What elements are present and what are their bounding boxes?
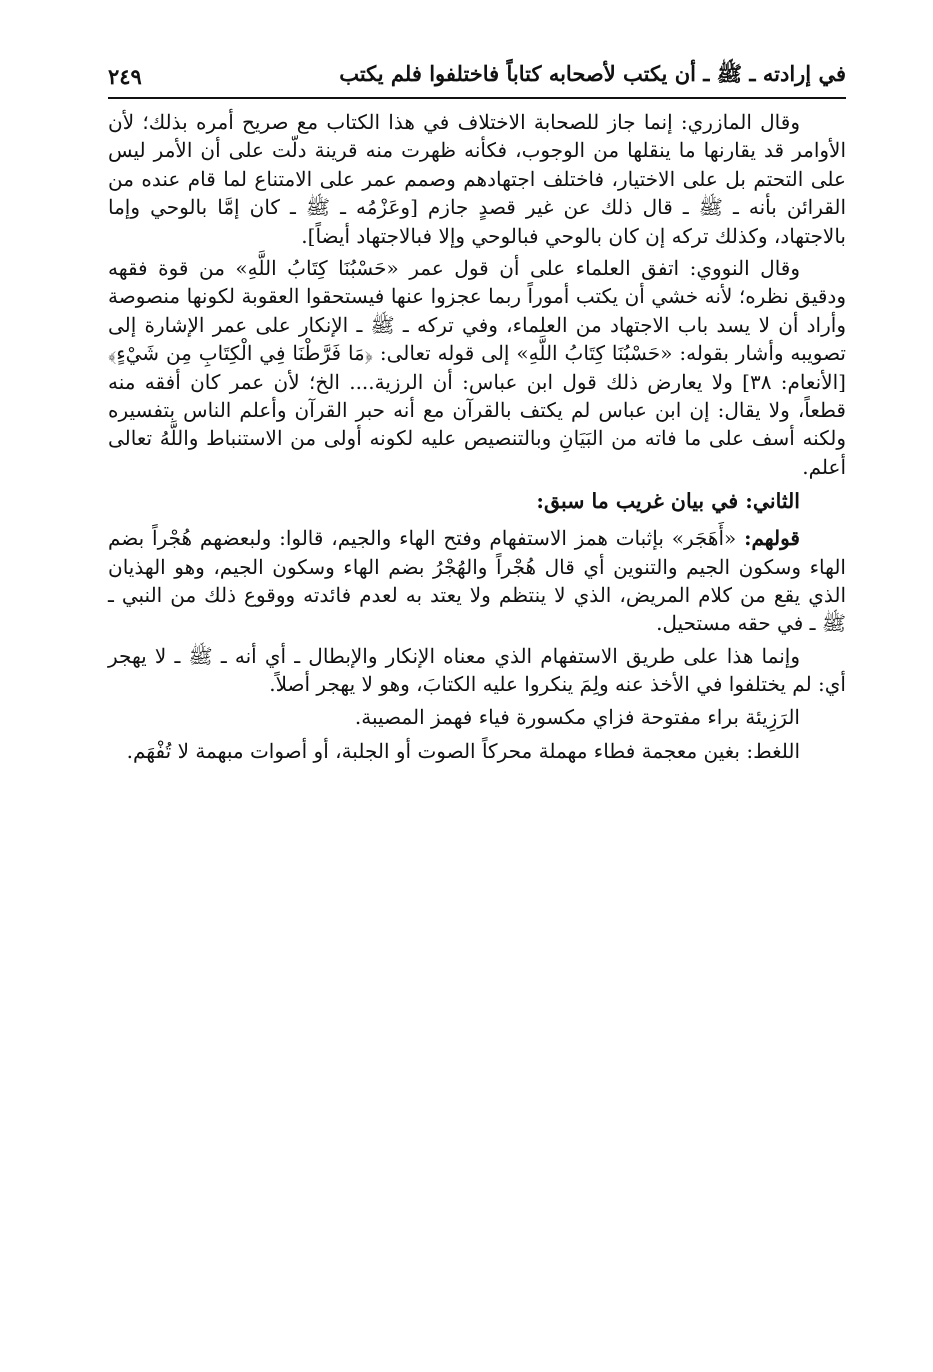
paragraph-nawawi: وقال النووي: اتفق العلماء على أن قول عمر «حَسْبُنَا كِتَابُ اللَّهِ» من قوة فقهه ودقيق نظره؛ لأنه خشي أن يكتب أموراً ربما عجزوا عنها فيستحقوا العقوبة لكونها منصوصة وأراد أن لا يسد باب الاجتهاد من العلماء، وفي تركه ـ ﷺ ـ الإنكار على عمر الإشارة إلى تصويبه وأشار بقوله: «حَسْبُنَا كِتَابُ اللَّهِ» إلى قوله تعالى: ﴿مَا فَرَّطْنَا فِي الْكِتَابِ مِن شَيْءٍ﴾ [الأنعام: ٣٨] ولا يعارض ذلك قول ابن عباس: أن الرزية.... الخ؛ لأن عمر كان أفقه منه قطعاً، ولا يقال: إن ابن عباس لم يكتف بالقرآن مع أنه حبر القرآن وأعلم الناس بتفسيره ولكنه أسف على ما فاته من البَيَانِ وبالتنصيص عليه لكونه أولى من الاستنباط واللَّهُ تعالى أعلم. bbox=[108, 255, 846, 479]
running-header bbox=[108, 56, 846, 96]
paragraph-istifham: وإنما هذا على طريق الاستفهام الذي معناه الإنكار والإبطال ـ أي أنه ـ ﷺ ـ لا يهجر أي: لم يختلفوا في الأخذ عنه ولِمَ ينكروا عليه الكتابَ، وهو لا يهجر أصلاً. bbox=[108, 643, 846, 697]
paragraph-raziya: الرَزِيئة براء مفتوحة فزاي مكسورة فياء فهمز المصيبة. bbox=[354, 704, 800, 729]
glossary-text: «أَهَجَر» بإثبات همز الاستفهام وفتح الهاء والجيم، قالوا: ولبعضهم هُجْراً بضم الهاء وسكون الجيم والتنوين أي قال هُجْراً والهُجْرُ بضم الهاء وسكون الجيم، وهو الهذيان الذي يقع من كلام المريض، الذي لا ينتظم ولا يعتد به لعدم فائدته ووقوع ذلك من النبي ـ ﷺ ـ في حقه مستحيل. bbox=[108, 526, 847, 636]
running-title: في إرادته ـ ﷺ ـ أن يكتب لأصحابه كتاباً فاختلفوا فلم يكتب bbox=[339, 60, 846, 86]
paragraph-mazari: وقال المازري: إنما جاز للصحابة الاختلاف في هذا الكتاب مع صريح أمره بذلك؛ لأن الأوامر قد يقارنها ما ينقلها من الوجوب، فكأنه ظهرت منه قرينة دلّت على أن الأمر ليس على التحتم بل على الاختيار، فاختلف اجتهادهم وصمم عمر على الامتناع لما قام عنده من القرائن بأنه ـ ﷺ ـ قال ذلك عن غير قصدٍ جازم [وعَزْمُه ـ ﷺ ـ كان إمَّا بالوحي وإما بالاجتهاد، وكذلك تركه إن كان بالوحي فبالوحي وإلا فبالاجتهاد أيضاً]. bbox=[108, 110, 846, 248]
paragraph-glossary-hajar bbox=[108, 524, 846, 638]
section-heading: الثاني: في بيان غريب ما سبق: bbox=[536, 489, 800, 514]
glossary-lead: قولهم: bbox=[744, 526, 800, 551]
page-number: ٢٤٩ bbox=[108, 63, 142, 89]
header-rule bbox=[108, 97, 846, 99]
page-body bbox=[108, 108, 846, 771]
paragraph-laghat: اللغط: بغين معجمة فطاء مهملة محركاً الصوت أو الجلبة، أو أصوات مبهمة لا تُفْهَم. bbox=[126, 738, 800, 763]
